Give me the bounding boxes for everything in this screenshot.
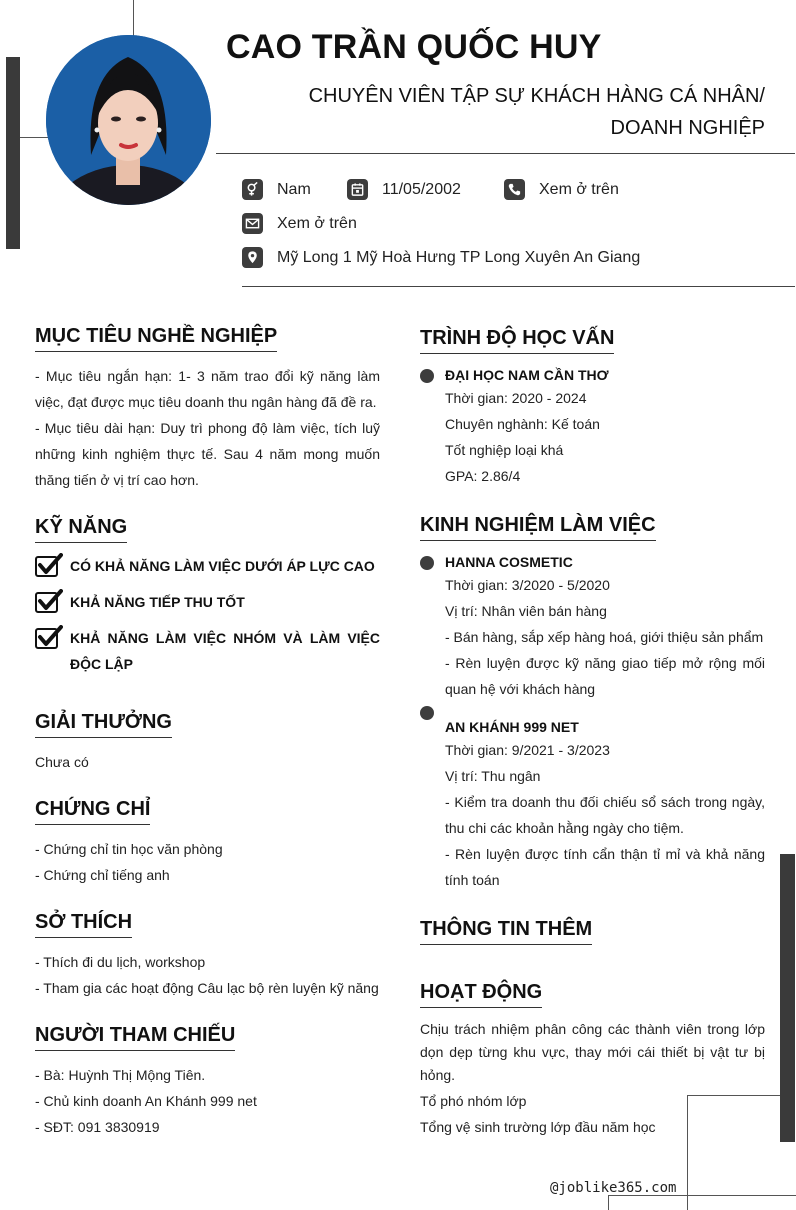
decorative-bar-right [780,854,795,1142]
candidate-name: CAO TRẦN QUỐC HUY [226,28,602,66]
job-title: CHUYÊN VIÊN TẬP SỰ KHÁCH HÀNG CÁ NHÂN/ DOANH NGHIỆP [308,85,765,139]
skill-label: KHẢ NĂNG TIẾP THU TỐT [70,594,245,610]
divider [216,153,795,154]
portrait-photo [46,35,211,205]
education-details [445,385,765,489]
list-item: - Thích đi du lịch, workshop [35,954,206,970]
list-item: Tổ phó nhóm lớp [420,1093,527,1109]
skill-label: CÓ KHẢ NĂNG LÀM VIỆC DƯỚI ÁP LỰC CAO [70,558,375,574]
location-icon [242,247,263,268]
email-info [242,213,357,234]
checkbox-checked-icon [35,553,63,579]
bullet-dot [420,706,434,720]
skill-item [35,553,380,579]
education-line: Tốt nghiệp loại khá [445,442,564,458]
section-title-education: TRÌNH ĐỘ HỌC VẤN [420,327,614,354]
hobbies-list [35,949,385,1001]
job-duty: - Rèn luyện được kỹ năng giao tiếp mở rộng mối quan hệ với khách hàng [445,655,765,697]
education-line: Chuyên nghành: Kế toán [445,416,600,432]
list-item: - Bà: Huỳnh Thị Mộng Tiên. [35,1067,206,1083]
job-time: Thời gian: 3/2020 - 5/2020 [445,577,610,593]
activities-description: Chịu trách nhiệm phân công các thành viên trong lớp dọn dẹp từng khu vực, thay mới cái thiết bị vật tư bị hỏng. [420,1021,765,1083]
objective-short-term: - Mục tiêu ngắn hạn: 1- 3 năm trao đổi kỹ năng làm việc, đạt được mục tiêu doanh thu ngân hàng đã đề ra. [35,368,380,410]
job-duty: - Bán hàng, sắp xếp hàng hoá, giới thiệu sản phẩm [445,629,764,645]
company-name: HANNA COSMETIC [445,554,573,570]
list-item: - Chủ kinh doanh An Khánh 999 net [35,1093,257,1109]
references-list [35,1062,380,1140]
watermark: @joblike365.com [550,1180,677,1196]
list-item: - Tham gia các hoạt động Câu lạc bộ rèn luyện kỹ năng [35,980,379,996]
objective-text [35,363,380,493]
section-title-references: NGƯỜI THAM CHIẾU [35,1024,235,1051]
section-title-hobbies: SỞ THÍCH [35,911,132,938]
job-duty: - Kiểm tra doanh thu đối chiếu sổ sách trong ngày, thu chi các khoản hằng ngày cho tiệm. [445,794,765,836]
list-item: - Chứng chỉ tiếng anh [35,867,170,883]
section-title-activities: HOẠT ĐỘNG [420,981,542,1008]
list-item: - Chứng chỉ tin học văn phòng [35,841,223,857]
list-item: Tổng vệ sinh trường lớp đầu năm học [420,1119,656,1135]
mail-icon [242,213,263,234]
section-title-experience: KINH NGHIỆM LÀM VIỆC [420,514,656,541]
job-position: Vị trí: Thu ngân [445,768,541,784]
decorative-line [133,0,134,38]
awards-text: Chưa có [35,754,89,770]
gender-value: Nam [277,180,311,198]
job-time: Thời gian: 9/2021 - 3/2023 [445,742,610,758]
education-line: Thời gian: 2020 - 2024 [445,390,587,406]
decorative-line [20,137,48,138]
gender-info [242,179,311,200]
certificates-list [35,836,380,888]
birthday-info [347,179,461,200]
company-name: AN KHÁNH 999 NET [445,719,579,735]
divider [242,286,795,287]
phone-info [504,179,619,200]
job-duty: - Rèn luyện được tính cẩn thận tỉ mỉ và khả năng tính toán [445,846,765,888]
skill-label: KHẢ NĂNG LÀM VIỆC NHÓM VÀ LÀM VIỆC ĐỘC LẬP [70,630,380,672]
section-title-awards: GIẢI THƯỞNG [35,711,172,738]
address-value: Mỹ Long 1 Mỹ Hoà Hưng TP Long Xuyên An Giang [277,248,641,266]
phone-icon [504,179,525,200]
gender-icon [242,179,263,200]
checkbox-checked-icon [35,625,63,651]
section-title-additional-info: THÔNG TIN THÊM [420,918,592,945]
avatar [46,35,211,205]
objective-long-term: - Mục tiêu dài hạn: Duy trì phong độ làm việc, tích luỹ những kinh nghiệm thực tế. Sau 4 năm mong muốn thăng tiến ở vị trí cao hơn. [35,420,380,488]
job-details [445,572,765,702]
bullet-dot [420,369,434,383]
skill-item [35,625,380,677]
section-title-certificates: CHỨNG CHỈ [35,798,150,825]
address-info [242,247,640,268]
decorative-line [608,1195,609,1210]
skill-item [35,589,380,615]
email-value: Xem ở trên [277,214,357,232]
job-position: Vị trí: Nhân viên bán hàng [445,603,607,619]
calendar-icon [347,179,368,200]
activities-list [420,1088,765,1140]
bullet-dot [420,556,434,570]
list-item: - SĐT: 091 3830919 [35,1119,160,1135]
school-name: ĐẠI HỌC NAM CẦN THƠ [445,367,609,383]
birthday-value: 11/05/2002 [382,180,461,198]
job-details [445,737,765,893]
section-title-skills: KỸ NĂNG [35,516,127,543]
section-title-objective: MỤC TIÊU NGHỀ NGHIỆP [35,325,277,352]
checkbox-checked-icon [35,589,63,615]
phone-value: Xem ở trên [539,180,619,198]
decorative-bar-left [6,57,20,249]
education-line: GPA: 2.86/4 [445,468,521,484]
